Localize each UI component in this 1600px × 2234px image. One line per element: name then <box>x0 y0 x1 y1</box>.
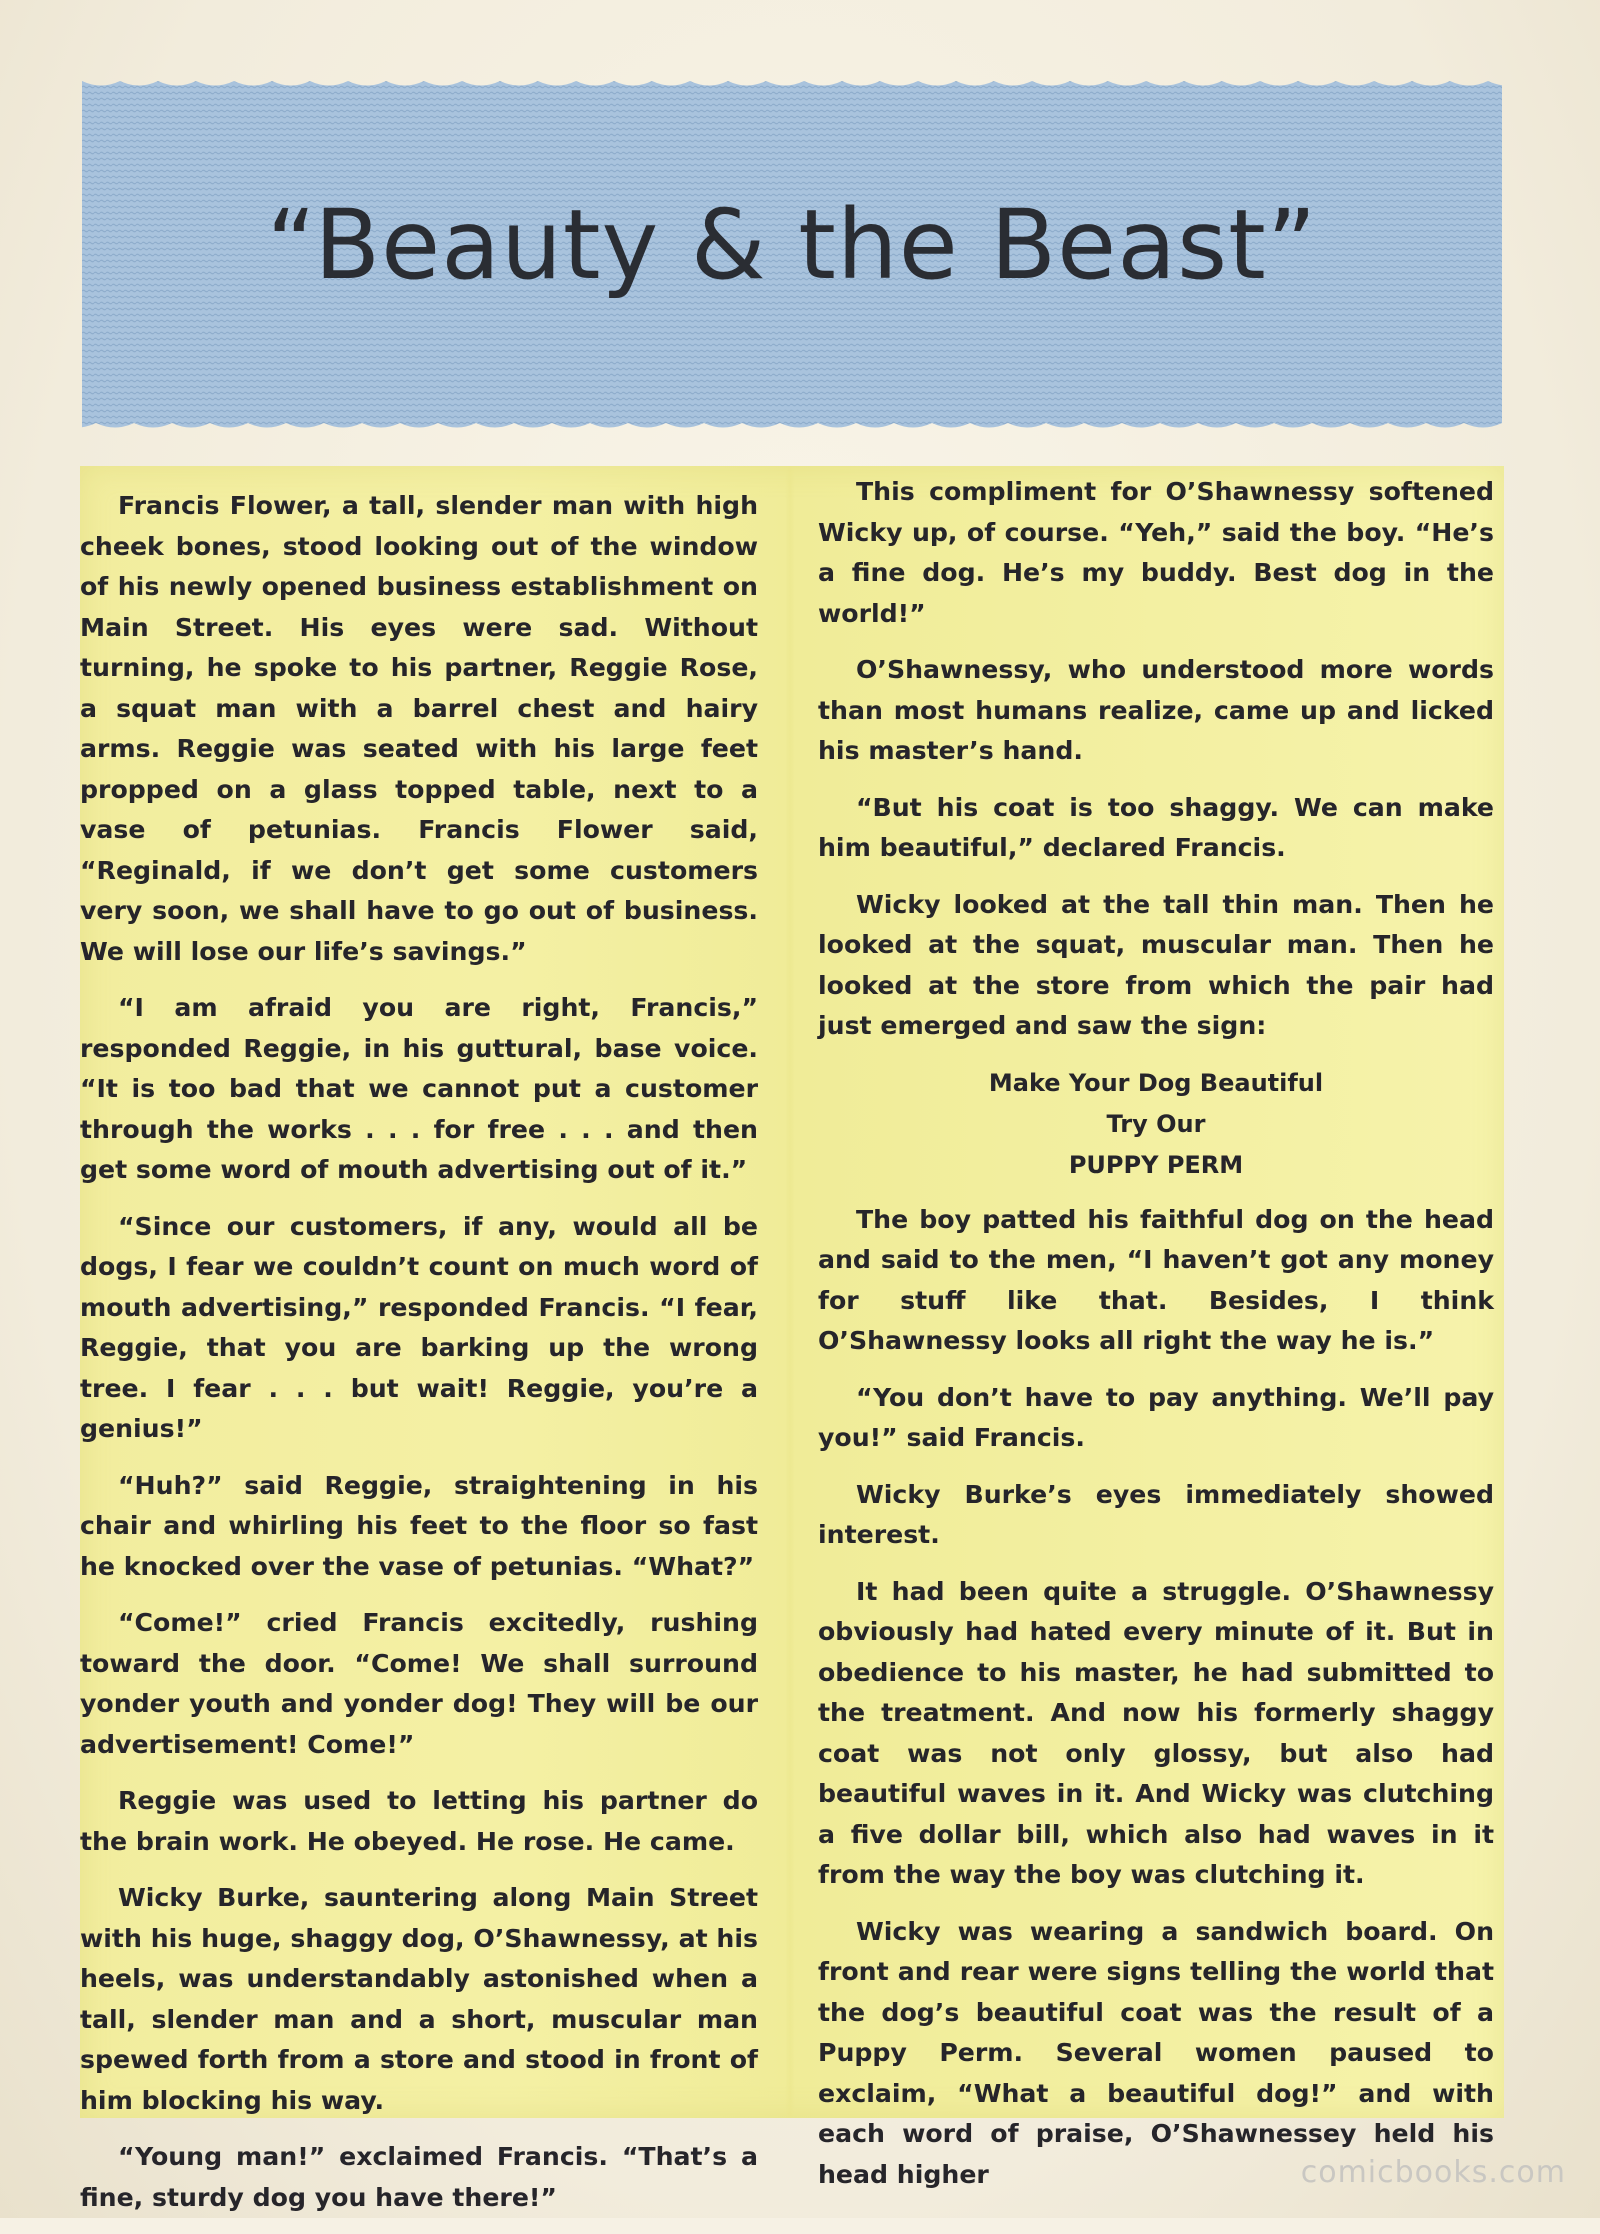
sign-line: PUPPY PERM <box>1068 1150 1244 1179</box>
paragraph: “Huh?” said Reggie, straightening in his chair and whirling his feet to the floor so fast he knocked over the vase of petunias. “What?” <box>80 1470 758 1581</box>
sign-line: Try Our <box>1106 1109 1206 1138</box>
column-gutter <box>785 466 795 2118</box>
left-column <box>80 486 758 2234</box>
paragraph: “I am afraid you are right, Francis,” responded Reggie, in his guttural, base voice. “It is too bad that we cannot put a customer through the works . . . for free . . . and then get some word of mouth advertising out of it.” <box>80 993 758 1184</box>
right-column <box>818 472 1494 2211</box>
store-sign <box>818 1063 1494 1186</box>
paragraph: Wicky Burke’s eyes immediately showed interest. <box>818 1479 1494 1549</box>
paragraph: Reggie was used to letting his partner do the brain work. He obeyed. He rose. He came. <box>80 1786 758 1856</box>
paragraph: This compliment for O’Shawnessy softened Wicky up, of course. “Yeh,” said the boy. “He’s a fine dog. He’s my buddy. Best dog in the world!” <box>818 477 1494 628</box>
paragraph: Wicky was wearing a sandwich board. On front and rear were signs telling the world that the dog’s beautiful coat was the result of a Puppy Perm. Several women paused to exclaim, “What a beautiful dog!” and with each word of praise, O’Shawnessey held his head higher <box>818 1916 1494 2189</box>
sign-line: Make Your Dog Beautiful <box>988 1068 1324 1097</box>
paragraph: It had been quite a struggle. O’Shawnessy obviously had hated every minute of it. But in obedience to his master, he had submitted to the treatment. And now his formerly shaggy coat was not only glossy, but also had beautiful waves in it. And Wicky was clutching a five dollar bill, which also had waves in it from the way the boy was clutching it. <box>818 1576 1494 1889</box>
paragraph: Francis Flower, a tall, slender man with high cheek bones, stood looking out of the window of his newly opened business establishment on Main Street. His eyes were sad. Without turning, he spoke to his partner, Reggie Rose, a squat man with a barrel chest and hairy arms. Reggie was seated with his large feet propped on a glass topped table, next to a vase of petunias. Francis Flower said, “Reginald, if we don’t get some customers very soon, we shall have to go out of business. We will lose our life’s savings.” <box>80 491 758 966</box>
paragraph: Wicky Burke, sauntering along Main Street with his huge, shaggy dog, O’Shawnessy, at his heels, was understandably astonished when a tall, slender man and a short, muscular man spewed forth from a store and stood in front of him blocking his way. <box>80 1883 758 2115</box>
paragraph: “You don’t have to pay anything. We’ll pay you!” said Francis. <box>818 1382 1494 1452</box>
paragraph: “Young man!” exclaimed Francis. “That’s a fine, sturdy dog you have there!” <box>80 2142 758 2212</box>
watermark: comicbooks.com <box>1300 2155 1566 2190</box>
paragraph: O’Shawnessy, who understood more words than most humans realize, came up and licked his master’s hand. <box>818 655 1494 765</box>
paragraph: “But his coat is too shaggy. We can make him beautiful,” declared Francis. <box>818 792 1494 862</box>
page-title: “Beauty & the Beast” <box>266 189 1318 301</box>
paragraph: The boy patted his faithful dog on the head and said to the men, “I haven’t got any money for stuff like that. Besides, I think O’Shawnessy looks all right the way he is.” <box>818 1204 1494 1355</box>
title-banner <box>82 72 1502 432</box>
paragraph: “Come!” cried Francis excitedly, rushing toward the door. “Come! We shall surround yonder youth and yonder dog! They will be our advertisement! Come!” <box>80 1608 758 1759</box>
paragraph: “Since our customers, if any, would all be dogs, I fear we couldn’t count on much word of mouth advertising,” responded Francis. “I fear, Reggie, that you are barking up the wrong tree. I fear . . . but wait! Reggie, you’re a genius!” <box>80 1211 758 1443</box>
paragraph: Wicky looked at the tall thin man. Then he looked at the squat, muscular man. Then he looked at the store from which the pair had just emerged and saw the sign: <box>818 889 1494 1040</box>
